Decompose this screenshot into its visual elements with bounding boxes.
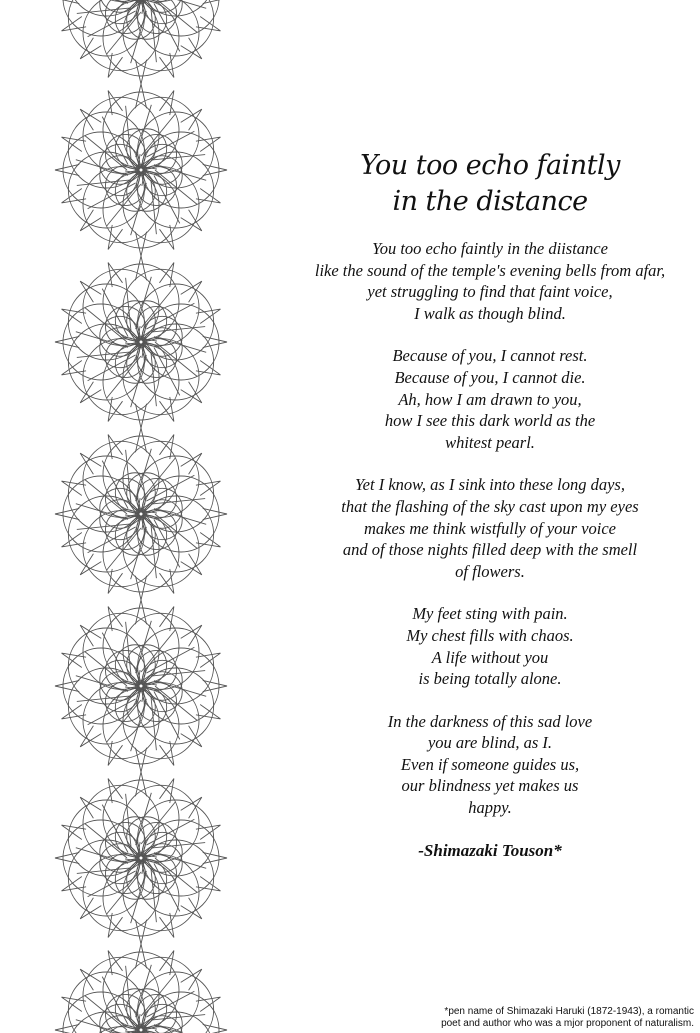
stanza: [300, 474, 680, 582]
poem-line: You too echo faintly in the diistance: [372, 239, 608, 258]
poem-line: My feet sting with pain.: [412, 604, 568, 624]
poem-line: makes me think wistfully of your voice: [363, 518, 617, 538]
mandala-rosette: [55, 428, 227, 600]
stanza: [300, 345, 680, 453]
poem-line: Because of you, I cannot die.: [394, 367, 586, 387]
poem-line: how I see this dark world as the: [384, 411, 596, 431]
poem-line: happy.: [468, 798, 512, 818]
poem-title: [300, 148, 680, 220]
poem-title-line: in the distance: [392, 186, 588, 217]
poem-line: I walk as though blind.: [414, 303, 566, 323]
poem-line: whitest pearl.: [445, 432, 535, 452]
poem-title-line: You too echo faintly: [360, 150, 620, 181]
mandala-rosette: [55, 944, 227, 1033]
poem-line: Even if someone guides us,: [400, 754, 580, 774]
footnote-line: *pen name of Shimazaki Haruki (1872-1943), a romantic: [444, 1006, 694, 1017]
ornament-column: [52, 0, 230, 1033]
footnote: [394, 1006, 694, 1030]
poem-line: A life without you: [431, 647, 549, 667]
stanza: [300, 238, 680, 324]
mandala-rosette: [55, 600, 227, 772]
mandala-column-graphic: [52, 0, 230, 1033]
poem-line: like the sound of the temple's evening bells from afar,: [314, 260, 666, 280]
poem-line: our blindness yet makes us: [401, 776, 579, 796]
poem-line: Because of you, I cannot rest.: [392, 346, 588, 366]
stanza: [300, 711, 680, 819]
mandala-rosette: [55, 0, 227, 84]
poem-line: that the flashing of the sky cast upon my eyes: [341, 496, 639, 516]
poem-line: and of those nights filled deep with the smell: [342, 540, 638, 560]
mandala-rosette: [55, 772, 227, 944]
poem-line: My chest fills with chaos.: [406, 625, 574, 645]
mandala-rosette: [55, 256, 227, 428]
stanza: [300, 603, 680, 689]
poem-line: you are blind, as I.: [427, 733, 553, 753]
poem-line: In the darkness of this sad love: [387, 711, 593, 731]
poem-line: Yet I know, as I sink into these long days,: [355, 475, 625, 495]
poem-attribution: -Shimazaki Touson*: [418, 840, 562, 860]
poem-panel: [300, 148, 680, 862]
poem-line: of flowers.: [455, 561, 525, 581]
footnote-line: poet and author who was a mjor proponent of naturalism.: [441, 1018, 694, 1029]
mandala-rosette: [55, 84, 227, 256]
poem-line: Ah, how I am drawn to you,: [398, 389, 582, 409]
poem-line: is being totally alone.: [418, 669, 562, 689]
poem-line: yet struggling to find that faint voice,: [367, 282, 613, 302]
